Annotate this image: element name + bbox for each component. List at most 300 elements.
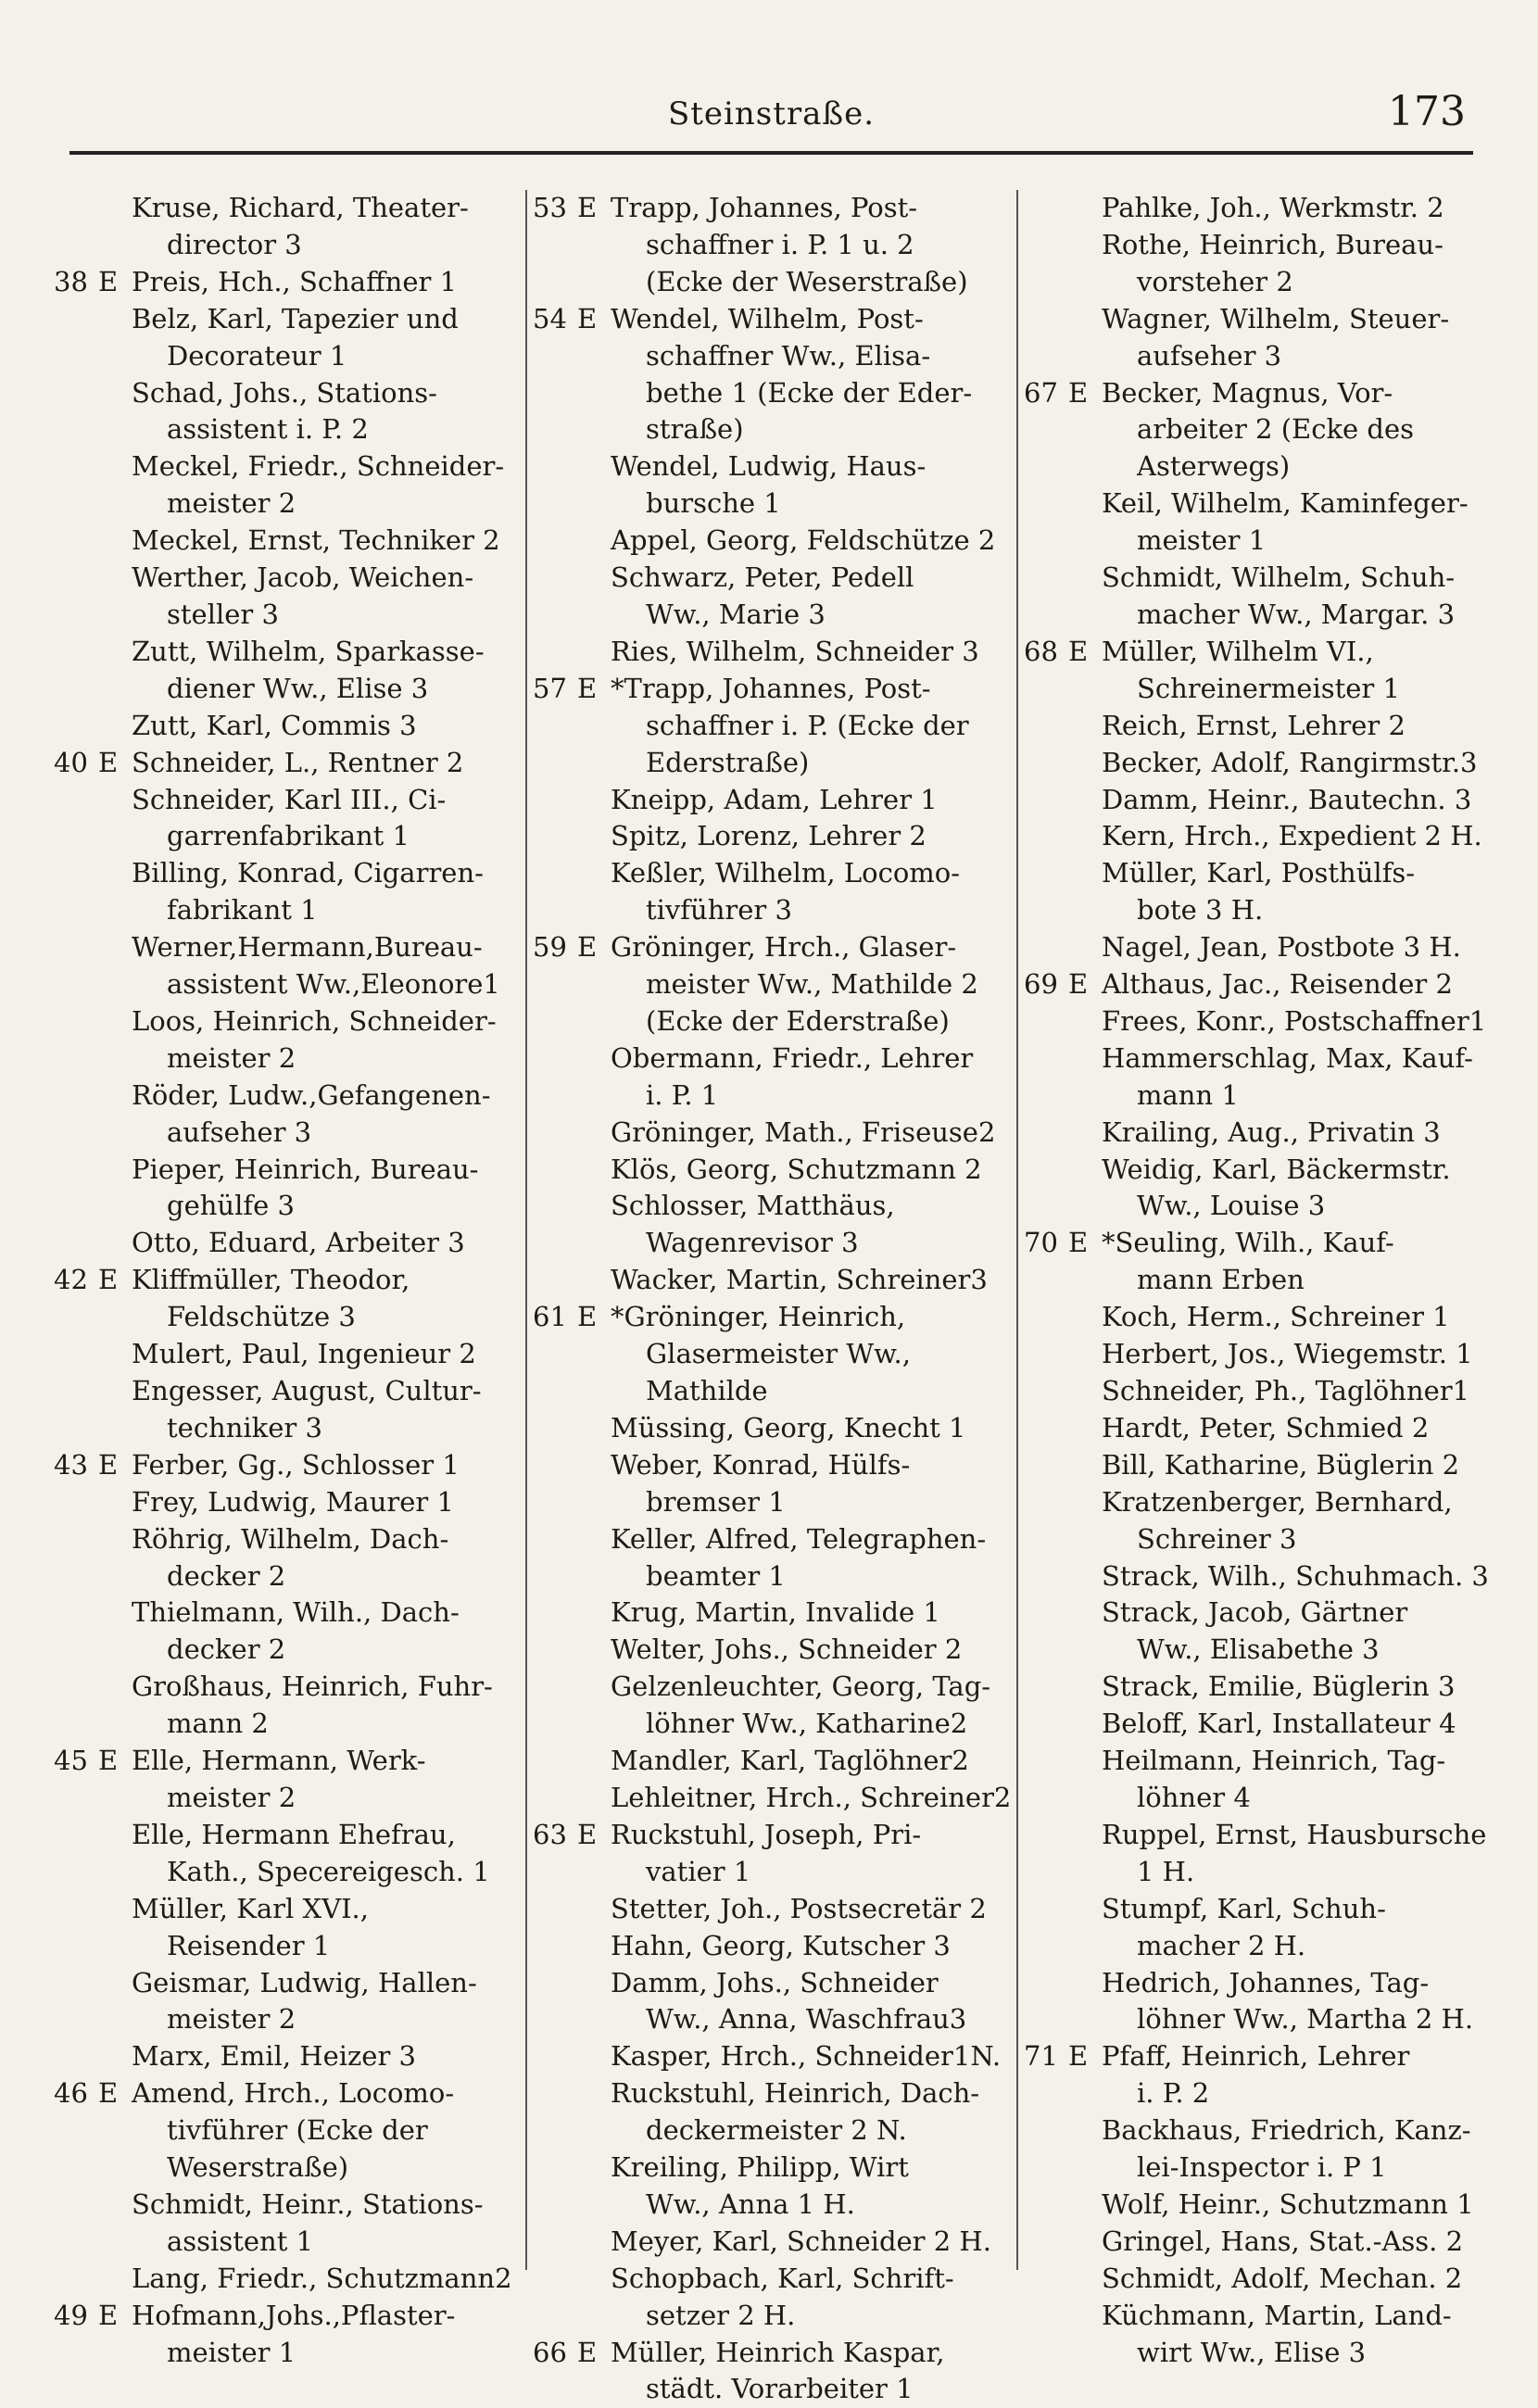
entry-text	[132, 855, 522, 929]
entry-line: Hardt, Peter, Schmied 2	[1102, 1411, 1430, 1444]
entry-text	[1102, 190, 1487, 227]
entry-line: Schmidt, Wilhelm, Schuh-	[1102, 561, 1456, 594]
entry-line: Müller, Heinrich Kaspar,	[611, 2336, 945, 2368]
house-number: 46	[54, 2077, 88, 2110]
directory-entry	[533, 2335, 1010, 2408]
directory-entry	[1024, 1965, 1487, 2039]
owner-mark: E	[1068, 376, 1089, 409]
entry-line: Röhrig, Wilhelm, Dach-	[132, 1522, 449, 1555]
entry-line: Becker, Magnus, Vor-	[1102, 376, 1393, 409]
entry-continuation-line: techniker 3	[167, 1411, 322, 1444]
directory-entry	[54, 375, 522, 449]
entry-line: Kneipp, Adam, Lehrer 1	[611, 783, 938, 815]
directory-entry	[54, 1891, 522, 1965]
directory-entry	[54, 1152, 522, 1226]
owner-mark: E	[98, 1745, 119, 1777]
directory-entry	[533, 1188, 1010, 1262]
entry-continuation-line: Ww., Louise 3	[1137, 1190, 1326, 1222]
entry-line: Kruse, Richard, Theater-	[132, 192, 469, 223]
directory-entry	[54, 1817, 522, 1891]
house-number: 61	[533, 1301, 567, 1333]
entry-text	[132, 523, 522, 560]
entry-line: Gringel, Hans, Stat.-Ass. 2	[1102, 2225, 1464, 2257]
directory-entry	[533, 1447, 1010, 1521]
column-3	[1024, 190, 1489, 2368]
directory-entry	[1024, 2298, 1487, 2372]
owner-mark: E	[577, 672, 598, 704]
entry-continuation-line: assistent Ww.,Eleonore1	[167, 968, 500, 1001]
entry-continuation-line: Glasermeister Ww.,	[646, 1338, 911, 1370]
entry-text	[611, 1299, 1010, 1410]
entry-text	[1102, 1373, 1487, 1410]
entry-continuation-line: meister 2	[167, 1781, 296, 1813]
entry-text	[132, 2298, 522, 2372]
directory-entry	[533, 1965, 1010, 2039]
entry-line: Herbert, Jos., Wiegemstr. 1	[1102, 1338, 1473, 1370]
entry-line: Ruckstuhl, Heinrich, Dach-	[611, 2077, 980, 2110]
entry-continuation-line: deckermeister 2 N.	[646, 2114, 907, 2147]
directory-entry	[1024, 560, 1487, 634]
owner-mark: E	[1068, 1227, 1089, 1259]
directory-entry	[533, 1521, 1010, 1595]
directory-entry	[1024, 190, 1487, 227]
directory-entry	[1024, 1003, 1487, 1040]
entry-line: Kreiling, Philipp, Wirt	[611, 2151, 909, 2184]
entry-continuation-line: schaffner i. P. (Ecke der	[646, 709, 969, 741]
directory-entry	[54, 2075, 522, 2187]
entry-line: Pfaff, Heinrich, Lehrer	[1102, 2040, 1410, 2073]
entry-continuation-line: beamter 1	[646, 1559, 786, 1592]
entry-line: Frees, Konr., Postschaffner1	[1102, 1004, 1487, 1037]
entry-line: Kliffmüller, Theodor,	[132, 1264, 410, 1296]
house-number: 69	[1024, 968, 1058, 1001]
house-number: 68	[1024, 635, 1058, 667]
entry-line: Geismar, Ludwig, Hallen-	[132, 1966, 477, 1998]
directory-entry	[533, 855, 1010, 929]
entry-continuation-line: 1 H.	[1137, 1855, 1195, 1887]
entry-line: Schopbach, Karl, Schrift-	[611, 2262, 954, 2294]
directory-entry	[533, 2038, 1010, 2075]
column-divider	[1016, 190, 1018, 2270]
directory-entry	[533, 301, 1010, 449]
directory-entry	[1024, 1817, 1487, 1891]
house-number: 38	[54, 265, 88, 297]
directory-entry	[1024, 708, 1487, 745]
entry-continuation-line: löhner Ww., Martha 2 H.	[1137, 2003, 1474, 2036]
entry-text	[1102, 485, 1487, 560]
directory-entry	[533, 2150, 1010, 2224]
directory-entry	[1024, 1558, 1487, 1595]
owner-mark: E	[98, 746, 119, 778]
entry-line: Meyer, Karl, Schneider 2 H.	[611, 2225, 991, 2257]
entry-text	[1102, 1152, 1487, 1226]
entry-continuation-line: meister 2	[167, 1041, 296, 1074]
entry-line: Hahn, Georg, Kutscher 3	[611, 1929, 951, 1961]
entry-line: Müller, Karl, Posthülfs-	[1102, 857, 1416, 889]
entry-text	[611, 1743, 1010, 1780]
entry-text	[611, 855, 1010, 929]
entry-text	[132, 634, 522, 708]
entry-text	[1102, 2298, 1487, 2372]
entry-line: Spitz, Lorenz, Lehrer 2	[611, 820, 927, 852]
entry-text	[132, 929, 522, 1003]
entry-text	[611, 523, 1010, 560]
entry-text	[611, 190, 1010, 301]
directory-entry	[1024, 855, 1487, 929]
entry-line: Mulert, Paul, Ingenieur 2	[132, 1338, 476, 1370]
entry-line: Hedrich, Johannes, Tag-	[1102, 1966, 1430, 1998]
entry-line: Bill, Katharine, Büglerin 2	[1102, 1448, 1460, 1481]
entry-line: Wolf, Heinr., Schutzmann 1	[1102, 2187, 1474, 2220]
entry-text	[611, 1040, 1010, 1115]
entry-text	[1102, 560, 1487, 634]
directory-entry	[54, 782, 522, 856]
directory-entry	[54, 1669, 522, 1743]
entry-text	[1102, 855, 1487, 929]
entry-text	[611, 2038, 1010, 2075]
entry-line: Beloff, Karl, Installateur 4	[1102, 1708, 1456, 1740]
header-rule	[69, 151, 1473, 155]
entry-line: Müller, Wilhelm VI.,	[1102, 635, 1374, 667]
directory-entry	[54, 855, 522, 929]
directory-entry	[1024, 2112, 1487, 2187]
directory-entry	[54, 2187, 522, 2261]
street-title: Steinstraße.	[667, 95, 876, 132]
directory-entry	[1024, 1410, 1487, 1447]
entry-text	[1102, 2038, 1487, 2112]
entry-line: Großhaus, Heinrich, Fuhr-	[132, 1670, 493, 1703]
entry-text	[1102, 1891, 1487, 1965]
entry-line: Heilmann, Heinrich, Tag-	[1102, 1745, 1446, 1777]
directory-entry	[1024, 1299, 1487, 1336]
entry-text	[1102, 1115, 1487, 1152]
entry-line: Hammerschlag, Max, Kauf-	[1102, 1041, 1473, 1074]
entry-line: Elle, Hermann, Werk-	[132, 1745, 426, 1777]
directory-entry	[54, 301, 522, 375]
house-number: 45	[54, 1745, 88, 1777]
entry-text	[132, 448, 522, 523]
directory-entry	[54, 634, 522, 708]
entry-text	[1102, 929, 1487, 966]
entry-text	[611, 1152, 1010, 1189]
entry-line: Wacker, Martin, Schreiner3	[611, 1264, 988, 1296]
entry-continuation-line: Feldschütze 3	[167, 1301, 356, 1333]
entry-text	[132, 1743, 522, 1817]
entry-text	[1102, 2224, 1487, 2261]
owner-mark: E	[1068, 2040, 1089, 2073]
entry-line: Marx, Emil, Heizer 3	[132, 2040, 416, 2073]
entry-continuation-line: Ww., Anna 1 H.	[646, 2187, 855, 2220]
entry-text	[1102, 1003, 1487, 1040]
entry-line: Kasper, Hrch., Schneider1N.	[611, 2040, 1002, 2073]
column-divider	[525, 190, 527, 2270]
entry-line: Backhaus, Friedrich, Kanz-	[1102, 2114, 1471, 2147]
directory-entry	[533, 1595, 1010, 1632]
directory-entry	[54, 1336, 522, 1373]
entry-text	[1102, 634, 1487, 708]
owner-mark: E	[98, 1264, 119, 1296]
entry-text	[132, 708, 522, 745]
entry-continuation-line: städt. Vorarbeiter 1	[646, 2373, 914, 2405]
entry-continuation-line: i. P. 2	[1137, 2077, 1210, 2110]
house-number: 53	[533, 192, 567, 223]
entry-continuation-line: Ww., Anna, Waschfrau3	[646, 2003, 967, 2036]
entry-line: Preis, Hch., Schaffner 1	[132, 265, 458, 297]
directory-entry	[54, 1521, 522, 1595]
house-number: 43	[54, 1448, 88, 1481]
entry-line: Strack, Wilh., Schuhmach. 3	[1102, 1559, 1489, 1592]
entry-continuation-line: meister 1	[167, 2336, 296, 2368]
directory-entry	[1024, 1447, 1487, 1484]
house-number: 49	[54, 2299, 88, 2331]
entry-text	[611, 448, 1010, 523]
entry-continuation-line: lei-Inspector i. P 1	[1137, 2151, 1387, 2184]
entry-line: Welter, Johs., Schneider 2	[611, 1633, 963, 1666]
entry-line: Röder, Ludw.,Gefangenen-	[132, 1078, 491, 1111]
directory-entry	[533, 448, 1010, 523]
entry-text	[132, 745, 522, 782]
entry-text	[132, 1262, 522, 1336]
directory-entry	[1024, 1225, 1487, 1299]
entry-continuation-line: Schreiner 3	[1137, 1522, 1297, 1555]
directory-entry	[1024, 1373, 1487, 1410]
entry-continuation-line: setzer 2 H.	[646, 2299, 796, 2331]
entry-continuation-line: vatier 1	[646, 1855, 751, 1887]
entry-text	[611, 1188, 1010, 1262]
entry-text	[132, 2075, 522, 2187]
owner-mark: E	[577, 2336, 598, 2368]
entry-line: Weidig, Karl, Bäckermstr.	[1102, 1153, 1451, 1185]
entry-text	[611, 1965, 1010, 2039]
entry-line: Strack, Emilie, Büglerin 3	[1102, 1670, 1456, 1703]
entry-text	[611, 1447, 1010, 1521]
directory-entry	[54, 1595, 522, 1669]
entry-line: Werner,Hermann,Bureau-	[132, 931, 483, 964]
directory-entry	[1024, 375, 1487, 486]
directory-entry	[1024, 745, 1487, 782]
directory-entry	[54, 2298, 522, 2372]
directory-entry	[1024, 2224, 1487, 2261]
entry-text	[1102, 745, 1487, 782]
entry-continuation-line: (Ecke der Ederstraße)	[646, 1004, 950, 1037]
directory-entry	[54, 1373, 522, 1447]
entry-line: Krailing, Aug., Privatin 3	[1102, 1116, 1441, 1148]
entry-text	[132, 375, 522, 449]
entry-text	[1102, 966, 1487, 1003]
entry-continuation-line: gehülfe 3	[167, 1190, 295, 1222]
entry-text	[1102, 1669, 1487, 1706]
directory-entry	[533, 1817, 1010, 1891]
entry-line: Keil, Wilhelm, Kaminfeger-	[1102, 487, 1469, 520]
directory-entry	[1024, 2038, 1487, 2112]
entry-continuation-line: tivführer 3	[646, 894, 792, 927]
entry-line: Strack, Jacob, Gärtner	[1102, 1596, 1408, 1629]
directory-entry	[1024, 1152, 1487, 1226]
directory-entry	[1024, 818, 1487, 855]
entry-line: Frey, Ludwig, Maurer 1	[132, 1485, 454, 1518]
directory-entry	[533, 1152, 1010, 1189]
entry-line: Klös, Georg, Schutzmann 2	[611, 1153, 982, 1185]
entry-continuation-line: Kath., Specereigesch. 1	[167, 1855, 490, 1887]
entry-text	[611, 2150, 1010, 2224]
entry-continuation-line: bremser 1	[646, 1485, 786, 1518]
entry-text	[1102, 301, 1487, 375]
entry-text	[611, 671, 1010, 782]
directory-entry	[1024, 1040, 1487, 1115]
entry-text	[132, 301, 522, 375]
entry-text	[132, 190, 522, 264]
entry-text	[1102, 1595, 1487, 1669]
entry-continuation-line: garrenfabrikant 1	[167, 820, 410, 852]
entry-text	[132, 1003, 522, 1078]
directory-entry	[54, 1262, 522, 1336]
entry-text	[1102, 2112, 1487, 2187]
entry-text	[132, 1447, 522, 1484]
directory-entry	[1024, 301, 1487, 375]
directory-entry	[54, 2038, 522, 2075]
entry-line: Keller, Alfred, Telegraphen-	[611, 1522, 987, 1555]
entry-text	[1102, 1447, 1487, 1484]
entry-text	[132, 782, 522, 856]
directory-entry	[54, 1003, 522, 1078]
entry-continuation-line: Weserstraße)	[167, 2151, 349, 2184]
entry-line: Engesser, August, Cultur-	[132, 1375, 482, 1406]
directory-entry	[533, 1262, 1010, 1299]
entry-continuation-line: wirt Ww., Elise 3	[1137, 2336, 1367, 2368]
entry-text	[1102, 1743, 1487, 1817]
directory-entry	[54, 1447, 522, 1484]
directory-entry	[1024, 1669, 1487, 1706]
entry-continuation-line: straße)	[646, 413, 744, 446]
entry-line: Ruppel, Ernst, Hausbursche	[1102, 1818, 1487, 1850]
entry-continuation-line: schaffner Ww., Elisa-	[646, 339, 931, 372]
entry-text	[132, 264, 522, 301]
entry-line: Thielmann, Wilh., Dach-	[132, 1596, 460, 1629]
entry-line: Ries, Wilhelm, Schneider 3	[611, 635, 979, 667]
entry-continuation-line: diener Ww., Elise 3	[167, 672, 429, 704]
entry-line: Pieper, Heinrich, Bureau-	[132, 1153, 479, 1185]
entry-line: Wendel, Wilhelm, Post-	[611, 302, 924, 334]
entry-line: Zutt, Karl, Commis 3	[132, 709, 417, 741]
entry-line: Koch, Herm., Schreiner 1	[1102, 1301, 1450, 1333]
directory-entry	[54, 1965, 522, 2039]
entry-text	[132, 1965, 522, 2039]
entry-continuation-line: i. P. 1	[646, 1078, 719, 1111]
entry-line: Schmidt, Adolf, Mechan. 2	[1102, 2262, 1463, 2294]
directory-entry	[533, 1780, 1010, 1817]
entry-line: Hofmann,Johs.,Pflaster-	[132, 2299, 456, 2331]
entry-text	[1102, 227, 1487, 301]
directory-entry	[54, 1743, 522, 1817]
house-number: 59	[533, 931, 567, 964]
entry-text	[1102, 1965, 1487, 2039]
entry-line: Schad, Johs., Stations-	[132, 376, 437, 409]
directory-entry	[533, 634, 1010, 671]
entry-text	[611, 301, 1010, 449]
entry-text	[611, 634, 1010, 671]
entry-text	[132, 1336, 522, 1373]
directory-entry	[533, 1299, 1010, 1410]
entry-line: Gröninger, Hrch., Glaser-	[611, 931, 957, 964]
directory-entry	[533, 523, 1010, 560]
entry-text	[611, 1891, 1010, 1928]
entry-continuation-line: mann 2	[167, 1708, 269, 1740]
entry-text	[1102, 1225, 1487, 1299]
directory-entry	[1024, 485, 1487, 560]
entry-line: Damm, Johs., Schneider	[611, 1966, 939, 1998]
entry-text	[1102, 1410, 1487, 1447]
entry-text	[132, 1521, 522, 1595]
directory-entry	[533, 1410, 1010, 1447]
house-number: 40	[54, 746, 88, 778]
owner-mark: E	[577, 192, 598, 223]
page-number: 173	[1388, 88, 1466, 135]
entry-text	[611, 2335, 1010, 2408]
entry-continuation-line: meister 2	[167, 2003, 296, 2036]
entry-text	[1102, 2261, 1487, 2298]
column-2	[533, 190, 1012, 2405]
directory-entry	[54, 1078, 522, 1152]
entry-text	[611, 560, 1010, 634]
directory-entry	[1024, 1115, 1487, 1152]
entry-line: Becker, Adolf, Rangirmstr.3	[1102, 746, 1478, 778]
entry-continuation-line: decker 2	[167, 1559, 286, 1592]
directory-entry	[533, 1928, 1010, 1965]
directory-entry	[1024, 1484, 1487, 1558]
owner-mark: E	[98, 1448, 119, 1481]
entry-line: Keßler, Wilhelm, Locomo-	[611, 857, 961, 889]
entry-line: Otto, Eduard, Arbeiter 3	[132, 1227, 465, 1259]
entry-line: Schmidt, Heinr., Stations-	[132, 2187, 484, 2220]
entry-continuation-line: löhner Ww., Katharine2	[646, 1708, 968, 1740]
owner-mark: E	[577, 302, 598, 334]
entry-line: Küchmann, Martin, Land-	[1102, 2299, 1452, 2331]
entry-continuation-line: mann 1	[1137, 1078, 1239, 1111]
entry-text	[611, 1262, 1010, 1299]
entry-text	[132, 2038, 522, 2075]
entry-continuation-line: Schreinermeister 1	[1137, 672, 1400, 704]
entry-text	[611, 929, 1010, 1040]
entry-text	[611, 1595, 1010, 1632]
entry-continuation-line: meister Ww., Mathilde 2	[646, 968, 978, 1001]
entry-text	[132, 1669, 522, 1743]
entry-line: Schwarz, Peter, Pedell	[611, 561, 914, 594]
entry-continuation-line: macher 2 H.	[1137, 1929, 1306, 1961]
entry-continuation-line: (Ecke der Weserstraße)	[646, 265, 968, 297]
entry-text	[1102, 1336, 1487, 1373]
entry-line: Reich, Ernst, Lehrer 2	[1102, 709, 1406, 741]
entry-continuation-line: vorsteher 2	[1137, 265, 1293, 297]
entry-continuation-line: tivführer (Ecke der	[167, 2114, 428, 2147]
house-number: 42	[54, 1264, 88, 1296]
entry-continuation-line: Ww., Elisabethe 3	[1137, 1633, 1380, 1666]
directory-entry	[54, 1225, 522, 1262]
entry-continuation-line: löhner 4	[1137, 1781, 1251, 1813]
owner-mark: E	[98, 2077, 119, 2110]
directory-entry	[533, 1115, 1010, 1152]
owner-mark: E	[98, 265, 119, 297]
entry-continuation-line: fabrikant 1	[167, 894, 318, 927]
directory-entry	[54, 560, 522, 634]
entry-continuation-line: schaffner i. P. 1 u. 2	[646, 228, 914, 260]
entry-continuation-line: director 3	[167, 228, 302, 260]
entry-continuation-line: assistent i. P. 2	[167, 413, 369, 446]
entry-line: Wagner, Wilhelm, Steuer-	[1102, 302, 1450, 334]
entry-continuation-line: Decorateur 1	[167, 339, 347, 372]
directory-entry	[54, 929, 522, 1003]
entry-text	[1102, 2187, 1487, 2224]
entry-text	[611, 2224, 1010, 2261]
